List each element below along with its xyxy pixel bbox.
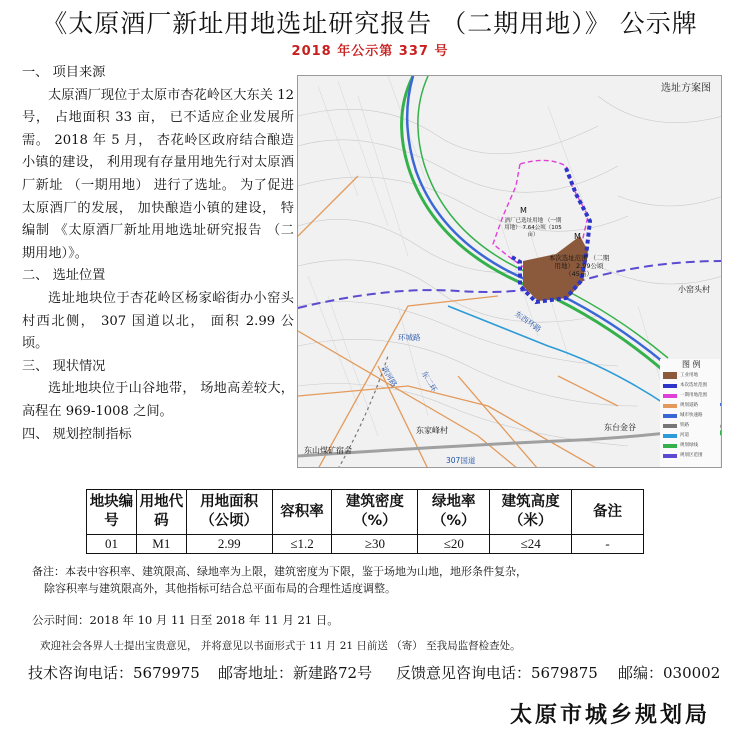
legend-swatch: [663, 384, 677, 388]
legend-item: [663, 392, 719, 400]
legend-swatch: [663, 372, 677, 379]
cell-parcel-no: 01: [87, 535, 137, 554]
legend-swatch: [663, 394, 677, 398]
issuing-authority: 太原市城乡规划局: [509, 703, 710, 728]
feedback-phone: 反馈意见咨询电话：5679875: [396, 664, 598, 682]
col-header-parcel-no: 地块编号: [87, 490, 137, 535]
legend-label: 铁路: [680, 423, 689, 428]
col-header-remark: 备注: [572, 490, 644, 535]
tech-phone: 技术咨询电话：5679975: [28, 664, 200, 682]
legend-swatch: [663, 404, 677, 408]
notice-number: 2018 年公示第 337 号: [291, 44, 449, 59]
cell-density: ≥30: [332, 535, 418, 554]
legend-swatch: [663, 454, 677, 458]
legend-swatch: [663, 434, 677, 438]
mail-address: 邮寄地址：新建路72号: [218, 664, 373, 682]
cell-far: ≤1.2: [272, 535, 332, 554]
cell-green-ratio: ≤20: [418, 535, 490, 554]
note-line-1: 备注：本表中容积率、建筑限高、绿地率为上限，建筑密度为下限，鉴于场地为山地，地形条件复杂，: [32, 565, 527, 578]
legend-item: [663, 422, 719, 430]
legend-label: 本次选址范围: [680, 383, 707, 388]
control-indicators-table: [86, 489, 644, 554]
table-header-row: [87, 490, 644, 535]
page-title: 《太原酒厂新址用地选址研究报告 （二期用地）》 公示牌: [42, 9, 698, 38]
table-note: [32, 563, 722, 597]
legend-label: 城市快速路: [680, 413, 703, 418]
section-heading-indicators: 四、 规划控制指标: [22, 426, 132, 442]
label-phase1: 酒厂已选址用地 （一期用地） 7.64公顷（105亩）: [504, 218, 562, 238]
label-road-d: 东二环: [419, 369, 439, 394]
label-dongjiafeng: 东家峰村: [416, 426, 448, 435]
cell-land-code: M1: [136, 535, 186, 554]
legend-swatch: [663, 424, 677, 428]
col-header-height: 建筑高度（米）: [490, 490, 572, 535]
note-line-2: 除容积率与建筑限高外，其他指标可结合总平面布局的合理性适度调整。: [44, 582, 396, 595]
label-road-b: 环城路: [398, 333, 421, 342]
postcode: 邮编：030002: [618, 664, 721, 682]
map-title: 选址方案图: [661, 83, 711, 94]
section-body-status: 选址地块位于山谷地带， 场地高差较大， 高程在 969-1008 之间。: [22, 381, 294, 419]
col-header-land-code: 用地代码: [136, 490, 186, 535]
label-dongshan-dorm: 东山煤矿宿舍: [304, 446, 352, 455]
table-row: [87, 535, 644, 554]
legend-swatch: [663, 414, 677, 418]
section-heading-location: 二、 选址位置: [22, 268, 106, 284]
legend-item: [663, 402, 719, 410]
label-m1: M: [520, 206, 527, 215]
label-road-c: 滨河路: [379, 364, 399, 389]
section-heading-status: 三、 现状情况: [22, 358, 106, 374]
col-header-green-ratio: 绿地率（%）: [418, 490, 490, 535]
section-heading-source: 一、 项目来源: [22, 65, 106, 80]
label-phase2: 本次选址范围 （二期用地） 2.99公顷（45亩）: [548, 254, 610, 278]
legend-item: [663, 382, 719, 390]
legend-label: 一期用地范围: [680, 393, 707, 398]
legend-label: 规划区范围: [680, 453, 703, 458]
project-description: [22, 62, 294, 446]
col-header-far: 容积率: [272, 490, 332, 535]
label-m2: M: [574, 232, 581, 241]
legend-label: 工业用地: [680, 373, 698, 378]
legend-item: [663, 442, 719, 450]
map-legend: [660, 359, 720, 467]
col-header-density: 建筑密度（%）: [332, 490, 418, 535]
legend-item: [663, 412, 719, 420]
legend-title: 图 例: [682, 360, 701, 369]
legend-item: [663, 452, 719, 460]
label-road-307: 307国道: [446, 456, 476, 465]
legend-item: [663, 432, 719, 440]
label-road-a: 东西环路: [513, 309, 543, 334]
section-body-source: 太原酒厂现位于太原市杏花岭区大东关 12 号， 占地面积 33 亩， 已不适应企业发展所需。 2018 年 5 月， 杏花岭区政府结合酿造小镇的建设， 利用现有存量用地先行对太原酒厂新址 （一期用地） 进行了选址。 为了促进太原酒厂的发展， 加快酿造小镇的建设， 特编制 《太原酒厂新址用地选址研究报告 （二期用地）》。: [22, 87, 294, 261]
label-xiaoyaotou: 小窑头村: [678, 285, 710, 294]
publication-period: 公示时间：2018 年 10 月 11 日至 2018 年 11 月 21 日。: [32, 613, 339, 627]
legend-item: [663, 372, 719, 380]
site-plan-map: [297, 75, 722, 468]
map-drawing: [298, 76, 722, 468]
section-body-location: 选址地块位于杏花岭区杨家峪街办小窑头村西北侧， 307 国道以北， 面积 2.99 公顷。: [22, 290, 294, 352]
label-dongtaijingu: 东台金谷: [604, 423, 636, 432]
legend-label: 河道: [680, 433, 689, 438]
feedback-invitation: 欢迎社会各界人士提出宝贵意见， 并将意见以书面形式于 11 月 21 日前送 （寄） 至我局监督检查处。: [40, 640, 521, 652]
cell-land-area: 2.99: [186, 535, 272, 554]
legend-label: 规划绿线: [680, 443, 698, 448]
cell-height: ≤24: [490, 535, 572, 554]
cell-remark: -: [572, 535, 644, 554]
legend-swatch: [663, 444, 677, 448]
legend-label: 规划道路: [680, 403, 698, 408]
col-header-land-area: 用地面积（公顷）: [186, 490, 272, 535]
